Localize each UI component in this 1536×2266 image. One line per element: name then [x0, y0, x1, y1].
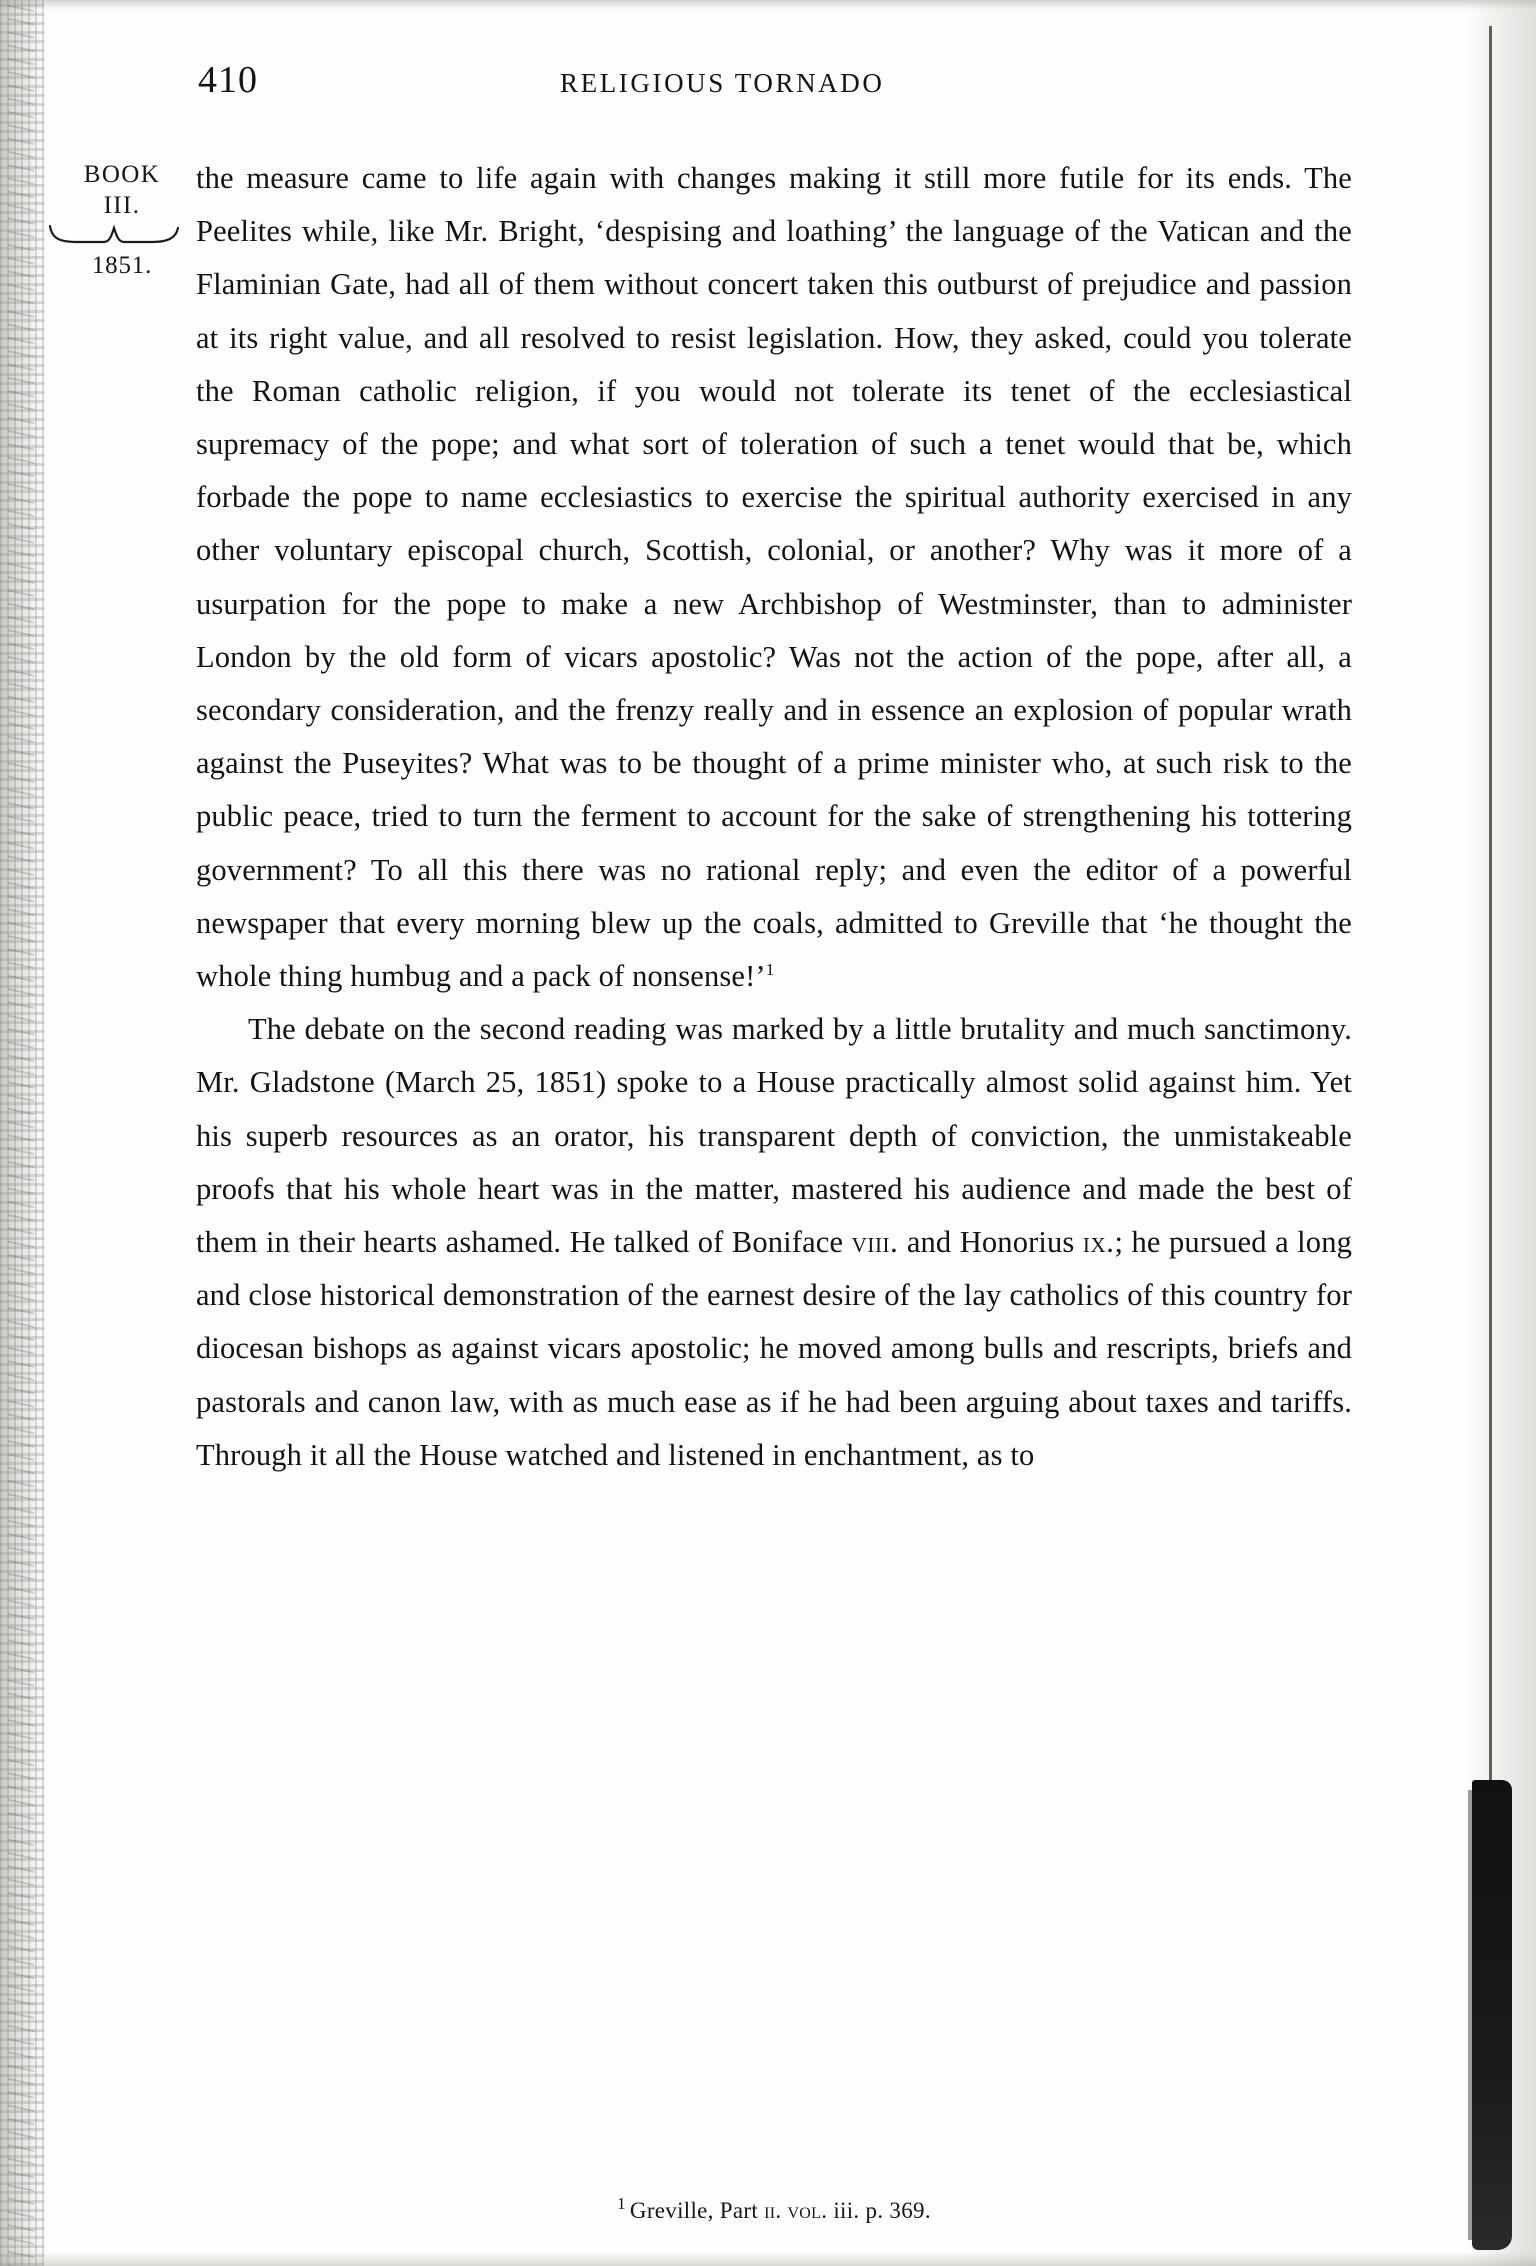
margin-book-line-1: BOOK [83, 161, 161, 188]
footnote-smallcaps-2: vol. [787, 2198, 828, 2223]
paragraph-2 [196, 1003, 1352, 1482]
footnote-smallcaps-1: ii. [764, 2198, 782, 2223]
paragraph-1 [196, 152, 1352, 1003]
footnote-reference-1: 1 [765, 959, 775, 979]
footnote [196, 2194, 1352, 2224]
scan-right-rule [1489, 26, 1492, 1786]
paragraph-2-smallcaps-2: ix. [1082, 1225, 1115, 1260]
paragraph-2-text-part-1: The debate on the second reading was marked by a little brutality and much sanctimony. Mr. Gladstone (March 25, 1851) spoke to a House practically almost solid against him. Yet his superb resources as an orator, his transparent depth of conviction, the unmistakeable proofs that his whole heart was in the matter, mastered his audience and made the best of them in their hearts ashamed. He talked of Boniface [196, 1012, 1352, 1260]
page-text-block [196, 152, 1352, 1482]
margin-book-label [52, 160, 192, 221]
scan-right-dark-band [1472, 1780, 1512, 2250]
scan-top-edge [0, 0, 1536, 10]
paragraph-2-smallcaps-1: viii. [851, 1225, 899, 1260]
footnote-text-part-3: iii. p. 369. [827, 2198, 931, 2223]
running-head [0, 58, 1536, 104]
margin-book-line-2: III. [103, 191, 141, 219]
footnote-marker: 1 [617, 2194, 626, 2214]
margin-brace-icon [48, 222, 180, 248]
paragraph-2-text-part-2: and Honorius [898, 1225, 1083, 1260]
margin-year-label: 1851. [91, 252, 153, 279]
scan-left-noise-detail [8, 0, 34, 2266]
paragraph-1-text: the measure came to life again with changes making it still more futile for its ends. The Peelites while, like Mr. Bright, ‘despising and loathing’ the language of the Vatican and the Flaminian Gate, had all of them without concert taken this outburst of prejudice and passion at its right value, and all resolved to resist legislation. How, they asked, could you tolerate the Roman catholic religion, if you would not tolerate its tenet of the ecclesiastical supremacy of the pope; and what sort of toleration of such a tenet would that be, which forbade the pope to name ecclesiastics to exercise the spiritual authority exercised in any other voluntary episcopal church, Scottish, colonial, or another? Why was it more of a usurpation for the pope to make a new Archbishop of Westminster, than to administer London by the old form of vicars apostolic? Was not the action of the pope, after all, a secondary consideration, and the frenzy really and in essence an explosion of popular wrath against the Puseyites? What was to be thought of a prime minister who, at such risk to the public peace, tried to turn the ferment to account for the sake of strengthening his tottering government? To all this there was no rational reply; and even the editor of a powerful newspaper that every morning blew up the coals, admitted to Greville that ‘he thought the whole thing humbug and a pack of nonsense!’ [196, 161, 1352, 994]
scan-bottom-edge [0, 2252, 1536, 2266]
page-number: 410 [198, 59, 258, 101]
running-head-title: RELIGIOUS TORNADO [560, 68, 885, 98]
paragraph-2-text-part-3: ; he pursued a long and close historical demonstration of the earnest desire of the lay catholics of this country for diocesan bishops as against vicars apostolic; he moved among bulls and rescripts, briefs and pastorals and canon law, with as much ease as if he had been arguing about taxes and tariffs. Through it all the House watched and listened in enchantment, as to [196, 1225, 1352, 1472]
footnote-text-part-1: Greville, Part [629, 2198, 765, 2223]
